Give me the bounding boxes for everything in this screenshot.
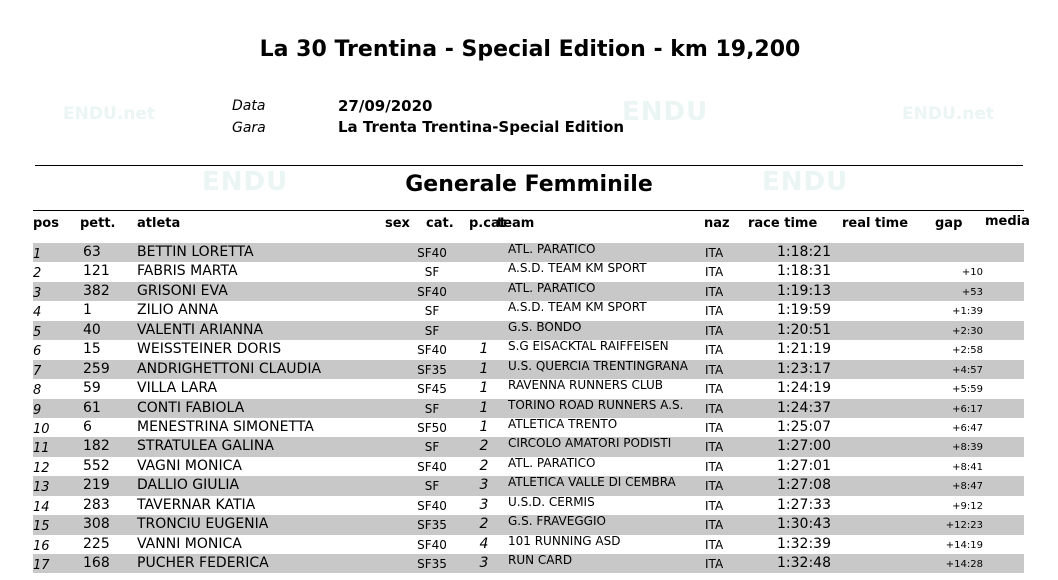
gap-cell: +5:59 — [952, 384, 983, 396]
race-time-cell: 1:27:33 — [777, 496, 831, 513]
pos-cell: 11 — [33, 441, 50, 457]
category-cell: SF45 — [417, 382, 447, 397]
gap-cell: +14:28 — [945, 559, 983, 570]
nation-cell: ITA — [705, 265, 724, 280]
race-time-cell: 1:19:59 — [777, 302, 831, 319]
team-name: A.S.D. TEAM KM SPORT — [508, 261, 647, 276]
team-name: U.S.D. CERMIS — [508, 494, 595, 509]
col-atleta: atleta — [137, 216, 181, 231]
race-time-cell: 1:30:43 — [777, 516, 831, 533]
pos-cell: 8 — [33, 383, 42, 399]
team-name: 101 RUNNING ASD — [508, 533, 621, 548]
col-gap: gap — [935, 216, 963, 231]
pcat-cell: 1 — [479, 341, 489, 358]
team-name: ATL. PARATICO — [508, 455, 596, 470]
pett-cell: 552 — [83, 457, 110, 474]
athlete-name: VALENTI ARIANNA — [137, 321, 264, 338]
pos-cell: 5 — [33, 324, 42, 340]
pett-cell: 121 — [83, 263, 110, 280]
col-sex: sex — [385, 216, 410, 231]
race-time-cell: 1:27:00 — [777, 438, 831, 455]
pos-cell: 12 — [33, 460, 50, 476]
pett-cell: 225 — [83, 535, 110, 552]
page-title: La 30 Trentina - Special Edition - km 19,200 — [259, 37, 801, 62]
pos-cell: 16 — [33, 538, 50, 554]
category-cell: SF50 — [417, 420, 447, 435]
col-real-time: real time — [842, 216, 909, 231]
team-name: U.S. QUERCIA TRENTINGRANA — [508, 358, 688, 373]
gap-cell: +53 — [961, 286, 983, 298]
col-race-time: race time — [748, 216, 818, 231]
pett-cell: 15 — [83, 341, 101, 358]
pett-cell: 259 — [83, 360, 110, 377]
col-naz: naz — [704, 216, 730, 231]
pcat-cell: 2 — [479, 516, 489, 533]
pett-cell: 1 — [83, 302, 92, 319]
race-time-cell: 1:32:39 — [777, 535, 831, 552]
pos-cell: 4 — [33, 305, 42, 321]
athlete-name: CONTI FABIOLA — [137, 399, 245, 416]
athlete-name: TRONCIU EUGENIA — [137, 516, 269, 533]
table-row — [33, 554, 1024, 573]
pcat-cell: 1 — [479, 380, 489, 397]
pos-cell: 2 — [33, 266, 42, 282]
nation-cell: ITA — [705, 459, 724, 474]
gap-cell: +8:47 — [952, 481, 983, 493]
pcat-cell: 3 — [479, 496, 489, 513]
table-header — [33, 210, 1030, 243]
team-name: TORINO ROAD RUNNERS A.S. — [508, 397, 684, 412]
category-cell: SF — [424, 304, 440, 319]
pos-cell: 14 — [33, 499, 50, 515]
nation-cell: ITA — [705, 246, 724, 260]
athlete-name: GRISONI EVA — [137, 282, 228, 299]
col-pcat: p.cat — [469, 216, 506, 231]
nation-cell: ITA — [705, 323, 724, 338]
pos-cell: 7 — [33, 363, 42, 379]
category-cell: SF40 — [417, 459, 447, 474]
col-team: team — [497, 216, 535, 231]
pcat-cell: 1 — [479, 360, 489, 377]
team-name: RUN CARD — [508, 553, 573, 567]
category-cell: SF — [424, 401, 440, 416]
gap-cell: +6:47 — [952, 422, 983, 434]
data-label: Data — [232, 98, 266, 114]
category-cell: SF35 — [417, 362, 447, 377]
nation-cell: ITA — [705, 382, 724, 397]
race-time-cell: 1:27:08 — [777, 477, 831, 494]
nation-cell: ITA — [705, 479, 724, 494]
team-name: G.S. FRAVEGGIO — [508, 514, 606, 529]
col-cat: cat. — [426, 216, 454, 231]
pett-cell: 6 — [83, 418, 92, 435]
watermark-endu: ENDU — [622, 97, 709, 127]
gara-label: Gara — [232, 120, 266, 136]
pett-cell: 61 — [83, 399, 101, 416]
nation-cell: ITA — [705, 557, 724, 571]
athlete-name: BETTIN LORETTA — [137, 244, 254, 260]
race-time-cell: 1:32:48 — [777, 555, 831, 571]
pos-cell: 17 — [33, 558, 50, 573]
category-cell: SF40 — [417, 284, 447, 299]
col-pett: pett. — [80, 216, 116, 231]
nation-cell: ITA — [705, 420, 724, 435]
gap-cell: +12:23 — [945, 520, 983, 532]
pett-cell: 283 — [83, 496, 110, 513]
gap-cell: +14:19 — [945, 539, 983, 551]
athlete-name: DALLIO GIULIA — [137, 477, 240, 494]
header-divider — [35, 165, 1023, 166]
race-time-cell: 1:24:19 — [777, 380, 831, 397]
pcat-cell: 4 — [479, 535, 489, 552]
nation-cell: ITA — [705, 518, 724, 533]
pcat-cell: 1 — [479, 418, 489, 435]
race-time-cell: 1:19:13 — [777, 282, 831, 299]
race-time-cell: 1:24:37 — [777, 399, 831, 416]
team-name: ATLETICA VALLE DI CEMBRA — [508, 475, 676, 490]
pos-cell: 13 — [33, 480, 50, 496]
race-time-cell: 1:25:07 — [777, 418, 831, 435]
nation-cell: ITA — [705, 304, 724, 319]
pos-cell: 15 — [33, 519, 50, 535]
nation-cell: ITA — [705, 537, 724, 552]
nation-cell: ITA — [705, 440, 724, 455]
nation-cell: ITA — [705, 401, 724, 416]
athlete-name: MENESTRINA SIMONETTA — [137, 418, 314, 435]
col-pos: pos — [33, 216, 59, 231]
team-name: ATLETICA TRENTO — [508, 416, 618, 431]
gap-cell: +2:58 — [952, 345, 983, 357]
category-cell: SF35 — [417, 518, 447, 533]
watermark-endu: ENDU — [202, 167, 289, 197]
gap-cell: +9:12 — [952, 500, 983, 512]
watermark-endu-net: ENDU.net — [902, 104, 994, 124]
team-name: G.S. BONDO — [508, 319, 582, 334]
team-name: A.S.D. TEAM KM SPORT — [508, 300, 647, 315]
gap-cell: +8:39 — [952, 442, 983, 454]
athlete-name: VILLA LARA — [137, 380, 218, 397]
category-cell: SF40 — [417, 498, 447, 513]
pos-cell: 3 — [33, 285, 42, 301]
category-cell: SF40 — [417, 246, 447, 260]
col-media: media — [985, 214, 1030, 229]
race-time-cell: 1:21:19 — [777, 341, 831, 358]
race-time-cell: 1:18:21 — [777, 244, 831, 260]
pett-cell: 63 — [83, 244, 101, 260]
gap-cell: +4:57 — [952, 364, 983, 376]
athlete-name: ANDRIGHETTONI CLAUDIA — [137, 360, 322, 377]
athlete-name: FABRIS MARTA — [137, 263, 238, 280]
pcat-cell: 2 — [479, 457, 489, 474]
category-cell: SF — [424, 323, 440, 338]
category-cell: SF — [424, 265, 440, 280]
results-table — [33, 243, 1024, 573]
race-time-cell: 1:18:31 — [777, 263, 831, 280]
gara-value: La Trenta Trentina-Special Edition — [338, 118, 625, 136]
race-time-cell: 1:23:17 — [777, 360, 831, 377]
category-cell: SF35 — [417, 557, 447, 571]
pcat-cell: 2 — [479, 438, 489, 455]
team-name: CIRCOLO AMATORI PODISTI — [508, 436, 672, 451]
gap-cell: +6:17 — [952, 403, 983, 415]
watermark-endu: ENDU — [762, 167, 849, 197]
athlete-name: ZILIO ANNA — [137, 302, 219, 319]
athlete-name: VANNI MONICA — [137, 535, 242, 552]
pos-cell: 9 — [33, 402, 42, 418]
nation-cell: ITA — [705, 498, 724, 513]
gap-cell: +2:30 — [952, 325, 983, 337]
athlete-name: WEISSTEINER DORIS — [137, 341, 282, 358]
category-cell: SF — [424, 479, 440, 494]
pett-cell: 308 — [83, 516, 110, 533]
pcat-cell: 3 — [479, 477, 489, 494]
pett-cell: 168 — [83, 555, 110, 571]
section-title: Generale Femminile — [405, 172, 653, 197]
athlete-name: PUCHER FEDERICA — [137, 555, 269, 571]
athlete-name: STRATULEA GALINA — [137, 438, 274, 455]
team-name: ATL. PARATICO — [508, 242, 596, 256]
gap-cell: +8:41 — [952, 461, 983, 473]
nation-cell: ITA — [705, 343, 724, 358]
nation-cell: ITA — [705, 284, 724, 299]
race-time-cell: 1:20:51 — [777, 321, 831, 338]
athlete-name: VAGNI MONICA — [137, 457, 242, 474]
gap-cell: +1:39 — [952, 306, 983, 318]
pett-cell: 40 — [83, 321, 101, 338]
watermark-endu-net: ENDU.net — [63, 104, 155, 124]
pos-cell: 10 — [33, 421, 50, 437]
race-time-cell: 1:27:01 — [777, 457, 831, 474]
pcat-cell: 1 — [479, 399, 489, 416]
athlete-name: TAVERNAR KATIA — [137, 496, 256, 513]
gap-cell: +10 — [961, 267, 983, 279]
category-cell: SF40 — [417, 537, 447, 552]
pos-cell: 1 — [33, 247, 42, 262]
nation-cell: ITA — [705, 362, 724, 377]
pcat-cell: 3 — [479, 555, 489, 571]
pett-cell: 382 — [83, 282, 110, 299]
team-name: S.G EISACKTAL RAIFFEISEN — [508, 339, 669, 354]
pett-cell: 219 — [83, 477, 110, 494]
pett-cell: 182 — [83, 438, 110, 455]
data-value: 27/09/2020 — [338, 97, 433, 115]
team-name: ATL. PARATICO — [508, 280, 596, 295]
team-name: RAVENNA RUNNERS CLUB — [508, 378, 663, 393]
category-cell: SF — [424, 440, 440, 455]
pett-cell: 59 — [83, 380, 101, 397]
category-cell: SF40 — [417, 343, 447, 358]
pos-cell: 6 — [33, 344, 42, 360]
